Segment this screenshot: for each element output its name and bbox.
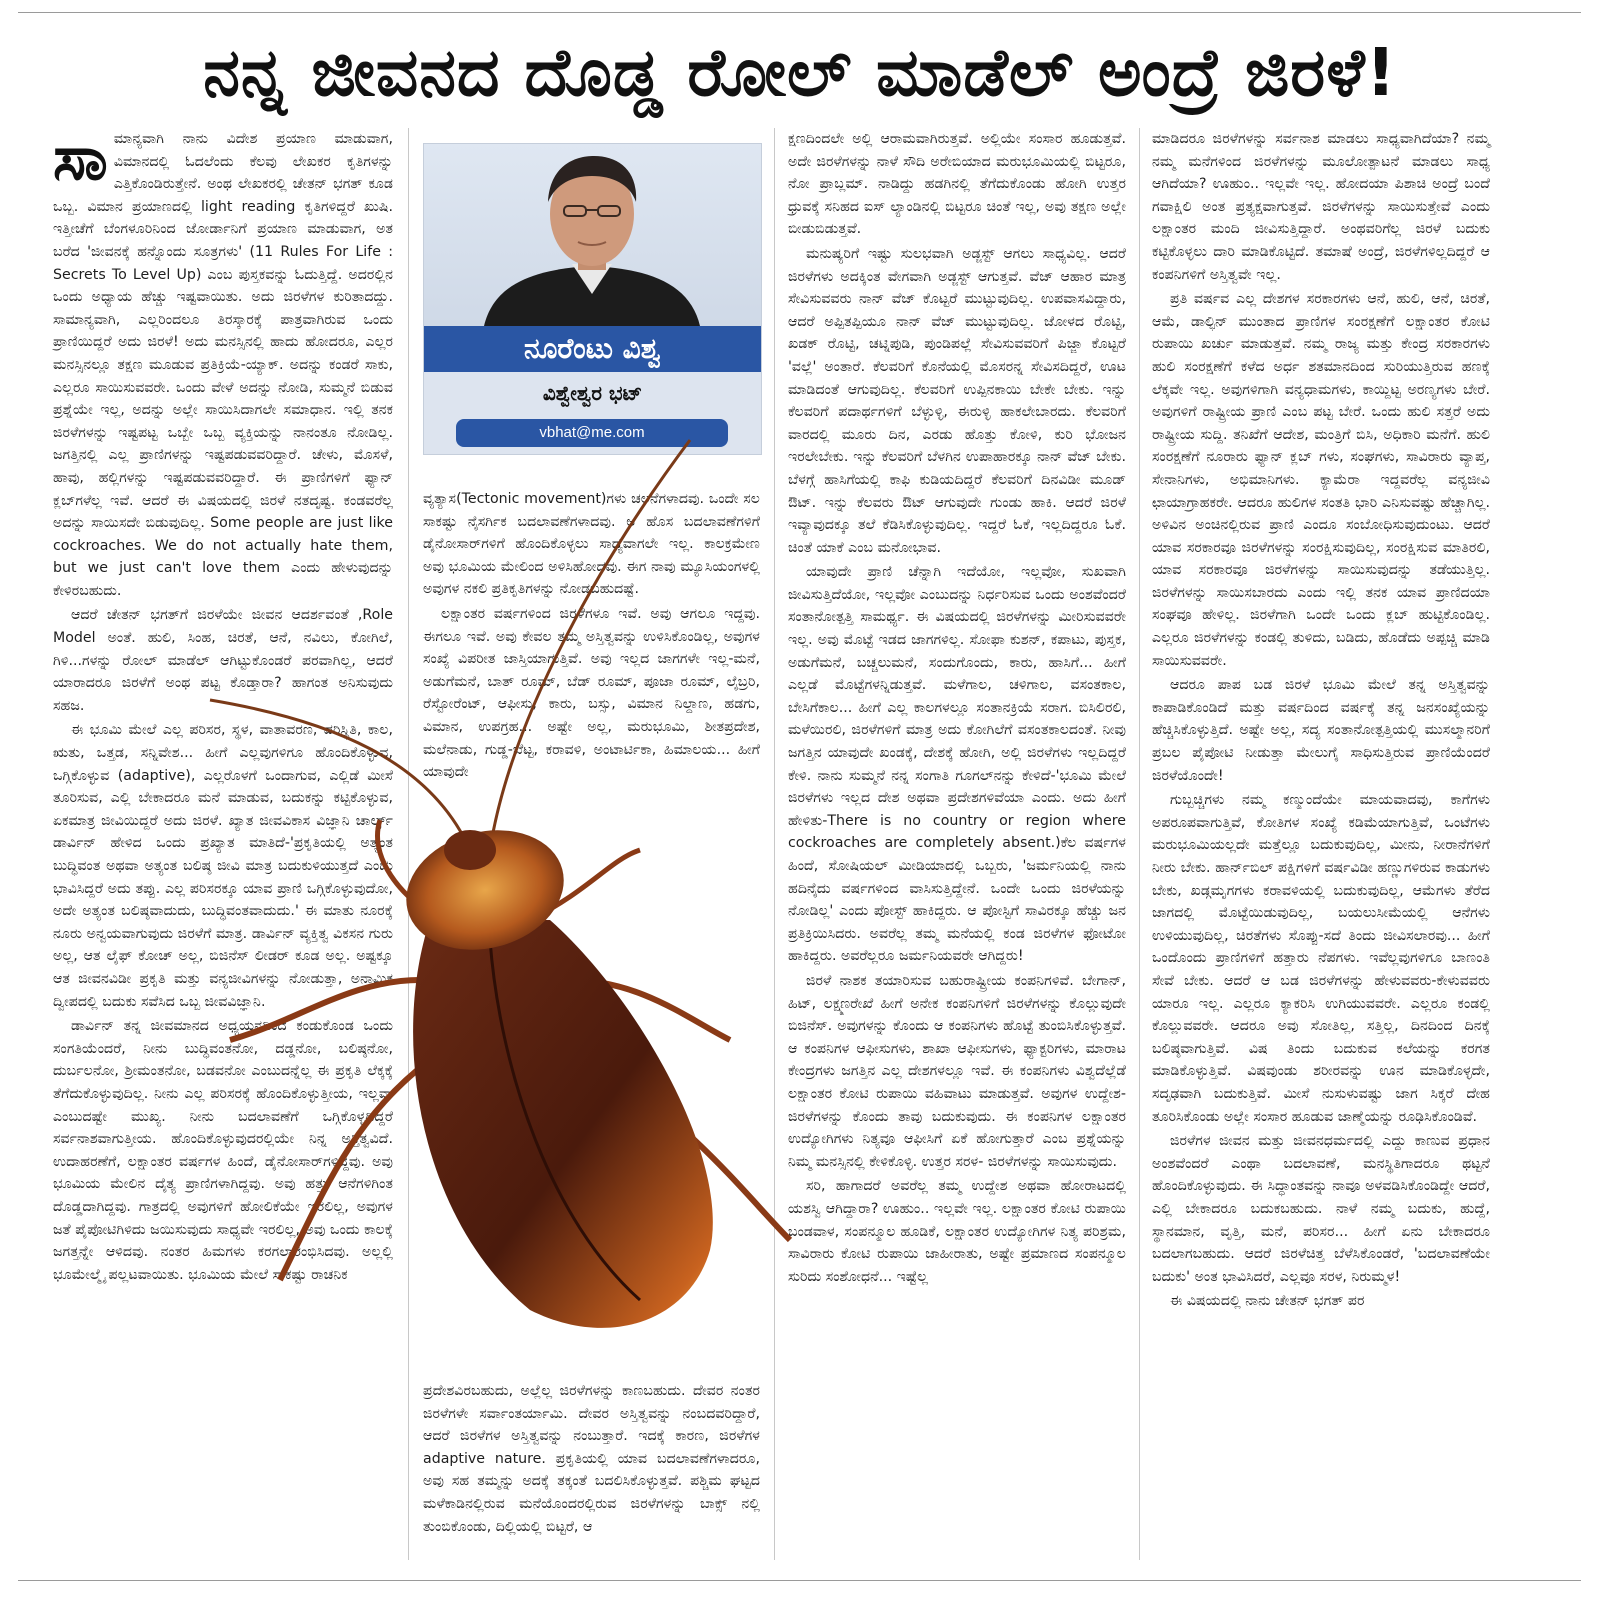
paragraph: ಮಾಡಿದರೂ ಜಿರಳೆಗಳನ್ನು ಸರ್ವನಾಶ ಮಾಡಲು ಸಾಧ್ಯವಾಗಿದೆಯಾ? ನಮ್ಮ ನಮ್ಮ ಮನೆಗಳಿಂದ ಜಿರಳೆಗಳನ್ನು ಮೂಲೋತ್ಪಾಟನೆ ಮಾಡಲು ಸಾಧ್ಯ ಆಗಿದೆಯಾ? ಊಹುಂ.. ಇಲ್ಲವೇ ಇಲ್ಲ. ಹೋದಯಾ ಪಿಶಾಚಿ ಅಂದ್ರೆ ಬಂದೆ ಗವಾಕ್ಷಿಲಿ ಅಂತ ಪ್ರತ್ಯಕ್ಷವಾಗುತ್ತವೆ. ಜಿರಳೆಗಳನ್ನು ಸಾಯಿಸುತ್ತೇವೆ ಎಂದು ಲಕ್ಷಾಂತರ ಮಂದಿ ಜೀವಿಸುತ್ತಿದ್ದಾರೆ. ಅಂಥವರಿಗೆಲ್ಲ ಜಿರಳೆ ಬದುಕು ಕಟ್ಟಿಕೊಳ್ಳಲು ದಾರಿ ಮಾಡಿಕೊಟ್ಟಿದೆ. ತಮಾಷೆ ಅಂದ್ರೆ, ಜಿರಳೆಗಳಿಲ್ಲದಿದ್ದರೆ ಆ ಕಂಪನಿಗಳಿಗೆ ಅಸ್ತಿತ್ವವೇ ಇಲ್ಲ. — [1152, 131, 1490, 283]
article-column-3 — [788, 128, 1126, 1560]
top-rule — [18, 12, 1581, 13]
drop-cap: ಸಾ — [53, 121, 108, 194]
paragraph: ಪ್ರದೇಶವಿರಬಹುದು, ಅಲ್ಲೆಲ್ಲ ಜಿರಳೆಗಳನ್ನು ಕಾಣಬಹುದು. ದೇವರ ನಂತರ ಜಿರಳೆಗಳೇ ಸರ್ವಾಂತರ್ಯಾಮಿ. ದೇವರ ಅಸ್ತಿತ್ವವನ್ನು ನಂಬದವರಿದ್ದಾರೆ, ಆದರೆ ಜಿರಳೆಗಳ ಅಸ್ತಿತ್ವವನ್ನು ನಂಬುತ್ತಾರೆ. ಇದಕ್ಕೆ ಕಾರಣ, ಜಿರಳೆಗಳ adaptive nature. ಪ್ರಕೃತಿಯಲ್ಲಿ ಯಾವ ಬದಲಾವಣೆಗಳಾದರೂ, ಅವು ಸಹ ತಮ್ಮನ್ನು ಅದಕ್ಕೆ ತಕ್ಕಂತೆ ಬದಲಿಸಿಕೊಳ್ಳುತ್ತವೆ. ಪಶ್ಚಿಮ ಘಟ್ಟದ ಮಳೆಕಾಡಿನಲ್ಲಿರುವ ಮನೆಯೊಂದರಲ್ಲಿರುವ ಜಿರಳೆಗಳನ್ನು ಬಾಕ್ಸ್ ನಲ್ಲಿ ತುಂಬಿಕೊಂಡು, ದಿಲ್ಲಿಯಲ್ಲಿ ಬಿಟ್ಟರೆ, ಆ — [423, 1383, 760, 1535]
paragraph: ವ್ಯತ್ಯಾಸ(Tectonic movement)ಗಳು ಚಲನೆಗಳಾದವು. ಒಂದೇ ಸಲ ಸಾಕಷ್ಟು ನೈಸರ್ಗಿಕ ಬದಲಾವಣೆಗಳಾದವು. ಆ ಹೊಸ ಬದಲಾವಣೆಗಳಿಗೆ ಡೈನೋಸಾರ್‌ಗಳಿಗೆ ಹೊಂದಿಕೊಳ್ಳಲು ಸಾಧ್ಯವಾಗಲೇ ಇಲ್ಲ. ಕಾಲಕ್ರಮೇಣ ಅವು ಭೂಮಿಯ ಮೇಲಿಂದ ಅಳಿಸಿಹೋದವು. ಈಗ ನಾವು ಮ್ಯೂಸಿಯಂಗಳಲ್ಲಿ ಅವುಗಳ ನಕಲಿ ಪ್ರತಿಕೃತಿಗಳನ್ನು ನೋಡಬಹುದಷ್ಟೆ. — [423, 491, 760, 598]
column-divider — [1139, 128, 1140, 1560]
article-column-4 — [1152, 128, 1490, 1560]
column-title: ನೂರೆಂಟು ವಿಶ್ವ — [424, 326, 761, 372]
paragraph: ಈ ವಿಷಯದಲ್ಲಿ ನಾನು ಚೇತನ್ ಭಗತ್ ಪರ — [1170, 1293, 1365, 1310]
author-photo — [424, 144, 761, 326]
paragraph: ಸರಿ, ಹಾಗಾದರೆ ಅವರೆಲ್ಲ ತಮ್ಮ ಉದ್ದೇಶ ಅಥವಾ ಹೋರಾಟದಲ್ಲಿ ಯಶಸ್ವಿ ಆಗಿದ್ದಾರಾ? ಊಹುಂ.. ಇಲ್ಲವೇ ಇಲ್ಲ. ಲಕ್ಷಾಂತರ ಕೋಟಿ ರುಪಾಯಿ ಬಂಡವಾಳ, ಸಂಪನ್ಮೂಲ ಹೂಡಿಕೆ, ಲಕ್ಷಾಂತರ ಉದ್ಯೋಗಿಗಳ ನಿತ್ಯ ಪರಿಶ್ರಮ, ಸಾವಿರಾರು ಕೋಟಿ ರುಪಾಯಿ ಜಾಹೀರಾತು, ಅಷ್ಟೇ ಪ್ರಮಾಣದ ಸಂಪನ್ಮೂಲ ಸುರಿದು ಸಂಶೋಧನೆ... ಇಷ್ಟೆಲ್ಲ — [788, 1178, 1126, 1285]
author-name: ವಿಶ್ವೇಶ್ವರ ಭಟ್ — [542, 381, 643, 405]
paragraph: ಆದರೂ ಪಾಪ ಬಡ ಜಿರಳೆ ಭೂಮಿ ಮೇಲೆ ತನ್ನ ಅಸ್ತಿತ್ವವನ್ನು ಕಾಪಾಡಿಕೊಂಡಿದೆ ಮತ್ತು ವರ್ಷದಿಂದ ವರ್ಷಕ್ಕೆ ತನ್ನ ಜನಸಂಖ್ಯೆಯನ್ನು ಹೆಚ್ಚಿಸಿಕೊಳ್ಳುತ್ತಿದೆ. ಅಷ್ಟೇ ಅಲ್ಲ, ಸದ್ಯ ಸಂತಾನೋತ್ಪತ್ತಿಯಲ್ಲಿ ಮುಸಲ್ಮಾನರಿಗೆ ಪ್ರಬಲ ಪೈಪೋಟಿ ನೀಡುತ್ತಾ ಮೇಲುಗೈ ಸಾಧಿಸುತ್ತಿರುವ ಪ್ರಾಣಿಯೆಂದರೆ ಜಿರಳೆಯೊಂದೇ! — [1152, 677, 1490, 784]
paragraph: ಪ್ರತಿ ವರ್ಷವ ಎಲ್ಲ ದೇಶಗಳ ಸರಕಾರಗಳು ಆನೆ, ಹುಲಿ, ಆನೆ, ಚಿರತೆ, ಆಮೆ, ಡಾಲ್ಫಿನ್ ಮುಂತಾದ ಪ್ರಾಣಿಗಳ ಸಂರಕ್ಷಣೆಗೆ ಲಕ್ಷಾಂತರ ಕೋಟಿ ರುಪಾಯಿ ಖರ್ಚು ಮಾಡುತ್ತವೆ. ನಮ್ಮ ರಾಜ್ಯ ಮತ್ತು ಕೇಂದ್ರ ಸರಕಾರಗಳು ಹುಲಿ ಸಂರಕ್ಷಣೆಗೆ ಕಳೆದ ಅರ್ಧ ಶತಮಾನದಿಂದ ಸುರಿಯುತ್ತಿರುವ ಹಣಕ್ಕೆ ಲೆಕ್ಕವೇ ಇಲ್ಲ. ಅವುಗಳಿಗಾಗಿ ವನ್ಯಧಾಮಗಳು, ಕಾಯ್ದಿಟ್ಟ ಅರಣ್ಯಗಳು ಬೇರೆ. ಅವುಗಳಿಗೆ ರಾಷ್ಟ್ರೀಯ ಪ್ರಾಣಿ ಎಂಬ ಪಟ್ಟ ಬೇರೆ. ಒಂದು ಹುಲಿ ಸತ್ತರೆ ಅದು ರಾಷ್ಟ್ರೀಯ ಸುದ್ದಿ. ತನಿಖೆಗೆ ಆದೇಶ, ಮಂತ್ರಿಗೆ ಬಿಸಿ, ಅಧಿಕಾರಿ ಮನೆಗೆ. ಹುಲಿ ಸಂರಕ್ಷಣೆಗೆ ನೂರಾರು ಫ್ಯಾನ್ ಕ್ಲಬ್ ಗಳು, ಸಂಘಗಳು, ಸಾವಿರಾರು ವ್ಯಾಪ್ತ, ಸೇನಾನಿಗಳು, ಅಭಿಮಾನಿಗಳು. ಕ್ಯಾಮೆರಾ ಇದ್ದವರೆಲ್ಲ ವನ್ಯಜೀವಿ ಛಾಯಾಗ್ರಾಹಕರೇ. ಆದರೂ ಹುಲಿಗಳ ಸಂತತಿ ಭಾರಿ ಎನಿಸುವಷ್ಟು ಹೆಚ್ಚಾಗಿಲ್ಲ. ಅಳಿವಿನ ಅಂಚಿನಲ್ಲಿರುವ ಪ್ರಾಣಿ ಎಂದೂ ಸಂಬೋಧಿಸುವುದುಂಟು. ಆದರೆ ಯಾವ ಸರಕಾರವೂ ಜಿರಳೆಗಳನ್ನು ಸಂರಕ್ಷಿಸುವುದಿಲ್ಲ, ಸಂರಕ್ಷಿಸುವ ಮಾತಿರಲಿ, ಯಾವ ಸರಕಾರವೂ ಜಿರಳೆಗಳನ್ನು ಸಾಯಿಸುವುದನ್ನು ತಡೆಯುತ್ತಿಲ್ಲ. ಜಿರಳೆಗಳನ್ನು ಸಾಯಿಸಬಾರದು ಎಂದು ಇಲ್ಲಿ ತನಕ ಯಾವ ಪ್ರಾಣಿದಯಾ ಸಂಘವೂ ಹೇಳಿಲ್ಲ. ಜಿರಳೆಗಾಗಿ ಒಂದೇ ಒಂದು ಕ್ಲಬ್ ಹುಟ್ಟಿಕೊಂಡಿಲ್ಲ. ಎಲ್ಲರೂ ಜಿರಳೆಗಳನ್ನು ಕಂಡಲ್ಲಿ ತುಳಿದು, ಬಡಿದು, ಹೊಡೆದು ಅಪ್ಪಚ್ಚಿ ಮಾಡಿ ಸಾಯಿಸುವವರೇ. — [1152, 291, 1490, 669]
cockroach-illustration — [170, 420, 810, 1380]
author-email: vbhat@me.com — [456, 419, 728, 447]
paragraph: ಲಕ್ಷಾಂತರ ವರ್ಷಗಳಿಂದ ಜಿರಳೆಗಳೂ ಇವೆ. ಅವು ಆಗಲೂ ಇದ್ದವು. ಈಗಲೂ ಇವೆ. ಅವು ಕೇವಲ ತಮ್ಮ ಅಸ್ತಿತ್ವವನ್ನು ಉಳಿಸಿಕೊಂಡಿಲ್ಲ, ಅವುಗಳ ಸಂಖ್ಯೆ ವಿಪರೀತ ಜಾಸ್ತಿಯಾಗುತ್ತಿವೆ. ಅವು ಇಲ್ಲದ ಜಾಗಗಳೇ ಇಲ್ಲ-ಮನೆ, ಅಡುಗೆಮನೆ, ಬಾತ್ ರೂಮ್, ಬೆಡ್ ರೂಮ್, ಪೂಜಾ ರೂಮ್, ಲೈಬ್ರರಿ, ರೆಸ್ಟೋರೆಂಟ್, ಆಫೀಸು, ಕಾರು, ಬಸ್ಸು, ವಿಮಾನ ನಿಲ್ದಾಣ, ಹಡಗು, ವಿಮಾನ, ಉಪಗ್ರಹ... ಅಷ್ಟೇ ಅಲ್ಲ, ಮರುಭೂಮಿ, ಶೀತಪ್ರದೇಶ, ಮಲೆನಾಡು, ಗುಡ್ಡ-ಬೆಟ್ಟ, ಕರಾವಳಿ, ಅಂಟಾರ್ಟಿಕಾ, ಹಿಮಾಲಯ... ಹೀಗೆ ಯಾವುದೇ — [423, 605, 760, 781]
paragraph: ಯಾವುದೇ ಪ್ರಾಣಿ ಚೆನ್ನಾಗಿ ಇದೆಯೋ, ಇಲ್ಲವೋ, ಸುಖವಾಗಿ ಜೀವಿಸುತ್ತಿದೆಯೋ, ಇಲ್ಲವೋ ಎಂಬುದನ್ನು ನಿರ್ಧರಿಸುವ ಒಂದು ಅಂಶವೆಂದರೆ ಸಂತಾನೋತ್ಪತ್ತಿ ಸಾಮರ್ಥ್ಯ. ಈ ವಿಷಯದಲ್ಲಿ ಜಿರಳೆಗಳನ್ನು ಮೀರಿಸುವವರೇ ಇಲ್ಲ. ಅವು ಮೊಟ್ಟೆ ಇಡದ ಜಾಗಗಳಿಲ್ಲ. ಸೋಫಾ ಕುಶನ್, ಕಪಾಟು, ಪುಸ್ತಕ, ಅಡುಗೆಮನೆ, ಬಚ್ಚಲುಮನೆ, ಸಂದುಗೊಂದು, ಕಾರು, ಹಾಸಿಗೆ... ಹೀಗೆ ಎಲ್ಲಡೆ ಮೊಟ್ಟೆಗಳನ್ನಿಡುತ್ತವೆ. ಮಳೆಗಾಲ, ಚಳಿಗಾಲ, ವಸಂತಕಾಲ, ಬೇಸಿಗೆಕಾಲ... ಹೀಗೆ ಎಲ್ಲ ಕಾಲಗಳಲ್ಲೂ ಸಂತಾನಕ್ರಿಯೆ ಸರಾಗ. ಬಿಸಿಲಿರಲಿ, ಮಳೆಯಿರಲಿ, ಜಿರಳೆಗಳಿಗೆ ಮಾತ್ರ ಅದು ಕೋಗಿಲೆಗೆ ವಸಂತಕಾಲದಂತೆ. ನೀವು ಜಗತ್ತಿನ ಯಾವುದೇ ಖಂಡಕ್ಕೆ, ದೇಶಕ್ಕೆ ಹೋಗಿ, ಅಲ್ಲಿ ಜಿರಳೆಗಳು ಇಲ್ಲದಿದ್ದರೆ ಕೇಳಿ. ನಾನು ಸುಮ್ಮನೆ ನನ್ನ ಸಂಗಾತಿ ಗೂಗಲ್‌ನನ್ನು ಕೇಳಿದೆ-'ಭೂಮಿ ಮೇಲೆ ಜಿರಳೆಗಳು ಇಲ್ಲದ ದೇಶ ಅಥವಾ ಪ್ರದೇಶಗಳಿವೆಯಾ ಎಂದು. ಅದು ಹೀಗೆ ಹೇಳಿತು-There is no country or region where cockroaches are completely absent.)ಕೆಲ ವರ್ಷಗಳ ಹಿಂದೆ, ಸೋಷಿಯಲ್ ಮೀಡಿಯಾದಲ್ಲಿ ಒಬ್ಬರು, 'ಜರ್ಮನಿಯಲ್ಲಿ ನಾನು ಹದಿನೈದು ವರ್ಷಗಳಿಂದ ವಾಸಿಸುತ್ತಿದ್ದೇನೆ. ಒಂದೇ ಒಂದು ಜಿರಳೆಯನ್ನು ನೋಡಿಲ್ಲ' ಎಂದು ಪೋಸ್ಟ್ ಹಾಕಿದ್ದರು. ಆ ಪೋಸ್ಟಿಗೆ ಸಾವಿರಕ್ಕೂ ಹೆಚ್ಚು ಜನ ಪ್ರತಿಕ್ರಿಯಿಸಿದರು. ಅವರೆಲ್ಲ ತಮ್ಮ ಮನೆಯಲ್ಲಿ ಕಂಡ ಜಿರಳೆಗಳ ಫೋಟೋ ಹಾಕಿದ್ದರು. ಅವರೆಲ್ಲರೂ ಜರ್ಮನಿಯವರೇ ಆಗಿದ್ದರು! — [788, 564, 1126, 965]
bottom-rule — [18, 1580, 1581, 1581]
article-column-2-bottom — [423, 1380, 760, 1560]
paragraph: ಜಿರಳೆಗಳ ಜೀವನ ಮತ್ತು ಜೀವನಧರ್ಮದಲ್ಲಿ ಎದ್ದು ಕಾಣುವ ಪ್ರಧಾನ ಅಂಶವೆಂದರೆ ಎಂಥಾ ಬದಲಾವಣೆ, ಮನಸ್ಥಿತಿಗಾದರೂ ಥಟ್ಟನೆ ಹೊಂದಿಕೊಳ್ಳುವುದು. ಈ ಸಿದ್ಧಾಂತವನ್ನು ನಾವೂ ಅಳವಡಿಸಿಕೊಂಡಿದ್ದೇ ಆದರೆ, ಎಲ್ಲಿ ಬೇಕಾದರೂ ಬದುಕಬಹುದು. ನಾಳೆ ನಮ್ಮ ಬದುಕು, ಹುದ್ದೆ, ಸ್ಥಾನಮಾನ, ವೃತ್ತಿ, ಮನೆ, ಪರಿಸರ... ಹೀಗೆ ಏನು ಬೇಕಾದರೂ ಬದಲಾಗಬಹುದು. ಆದರೆ ಜಿರಳೆಚಿತ್ತ ಬೆಳೆಸಿಕೊಂಡರೆ, 'ಬದಲಾವಣೆಯೇ ಬದುಕು' ಅಂತ ಭಾವಿಸಿದರೆ, ಎಲ್ಲವೂ ಸರಳ, ನಿರುಮ್ಮಳ! — [1152, 1133, 1490, 1285]
column-header-box — [423, 143, 762, 455]
paragraph: ಆದರೆ ಚೇತನ್ ಭಗತ್‌ಗೆ ಜಿರಳೆಯೇ ಜೀವನ ಆದರ್ಶವಂತೆ ,Role Model ಅಂತೆ. ಹುಲಿ, ಸಿಂಹ, ಚಿರತೆ, ಆನೆ, ನವಿಲು, ಕೋಗಿಲೆ, ಗಿಳಿ...ಗಳನ್ನು ರೋಲ್ ಮಾಡೆಲ್ ಆಗಿಟ್ಟುಕೊಂಡರೆ ಪರವಾಗಿಲ್ಲ, ಆದರೆ ಯಾರಾದರೂ ಜಿರಳೆಗೆ ಅಂಥ ಪಟ್ಟ ಕೊಡ್ತಾರಾ? ಹಾಗಂತ ಅನಿಸುವುದು ಸಹಜ. — [53, 607, 393, 714]
paragraph: ಡಾರ್ವಿನ್ ತನ್ನ ಜೀವಮಾನದ ಅಧ್ಯಯನದಿಂದ ಕಂಡುಕೊಂಡ ಒಂದು ಸಂಗತಿಯೆಂದರೆ, ನೀನು ಬುದ್ಧಿವಂತನೋ, ದಡ್ಡನೋ, ಬಲಿಷ್ಠನೋ, ದುರ್ಬಲನೋ, ಶ್ರೀಮಂತನೋ, ಬಡವನೋ ಎಂಬುದನ್ನೆಲ್ಲ ಈ ಪ್ರಕೃತಿ ಲೆಕ್ಕಕ್ಕೆ ತೆಗೆದುಕೊಳ್ಳುವುದಿಲ್ಲ. ನೀನು ಎಲ್ಲ ಪರಿಸರಕ್ಕೆ ಹೊಂದಿಕೊಳ್ಳುತ್ತೀಯ, ಇಲ್ಲವಾ ಎಂಬುದಷ್ಟೇ ಮುಖ್ಯ. ನೀನು ಬದಲಾವಣೆಗೆ ಒಗ್ಗಿಕೊಳ್ಳದಿದ್ದರೆ ಸರ್ವನಾಶವಾಗುತ್ತೀಯ. ಹೊಂದಿಕೊಳ್ಳುವುದರಲ್ಲಿಯೇ ನಿನ್ನ ಅಸ್ತಿತ್ವವಿದೆ. ಉದಾಹರಣೆಗೆ, ಲಕ್ಷಾಂತರ ವರ್ಷಗಳ ಹಿಂದೆ, ಡೈನೋಸಾರ್‌ಗಳಿದ್ದವು. ಅವು ಭೂಮಿಯ ಮೇಲಿನ ದೈತ್ಯ ಪ್ರಾಣಿಗಳಾಗಿದ್ದವು. ಅವು ಹತ್ತು ಆನೆಗಳಿಗಿಂತ ದೊಡ್ಡದಾಗಿದ್ದವು. ಗಾತ್ರದಲ್ಲಿ ಅವುಗಳಿಗೆ ಹೋಲಿಕೆಯೇ ಇರಲಿಲ್ಲ, ಅವುಗಳ ಜತೆ ಪೈಪೋಟಿಗಿಳಿದು ಜಯಿಸುವುದು ಸಾಧ್ಯವೇ ಇರಲಿಲ್ಲ, ಅವು ಒಂದು ಕಾಲಕ್ಕೆ ಜಗತ್ತನ್ನೇ ಆಳಿದವು. ನಂತರ ಹಿಮಗಳು ಕರಗಲಾರಂಭಿಸಿದವು. ಅಲ್ಲಲ್ಲಿ ಭೂಮೇಲ್ಮೈ ಪಲ್ಲಟವಾಯಿತು. ಭೂಮಿಯ ಮೇಲೆ ಸಾಕಷ್ಟು ರಾಚನಿಕ — [53, 1018, 393, 1283]
paragraph: ಮನುಷ್ಯರಿಗೆ ಇಷ್ಟು ಸುಲಭವಾಗಿ ಅಡ್ಜಸ್ಟ್ ಆಗಲು ಸಾಧ್ಯವಿಲ್ಲ. ಆದರೆ ಜಿರಳೆಗಳು ಅದಕ್ಕಿಂತ ವೇಗವಾಗಿ ಅಡ್ಜಸ್ಟ್ ಆಗುತ್ತವೆ. ವೆಜ್ ಆಹಾರ ಮಾತ್ರ ಸೇವಿಸುವವರು ನಾನ್ ವೆಜ್ ಕೊಟ್ಟರೆ ಮುಟ್ಟುವುದಿಲ್ಲ. ಉಪವಾಸವಿದ್ದಾರು, ಆದರೆ ಅಪ್ಪಿತಪ್ಪಿಯೂ ನಾನ್ ವೆಜ್ ಮುಟ್ಟುವುದಿಲ್ಲ. ಜೋಳದ ರೊಟ್ಟಿ, ಖಡಕ್ ರೊಟ್ಟಿ, ಚಟ್ನಿಪುಡಿ, ಪುಂಡಿಪಲ್ಲೆ ಸೇವಿಸುವವರಿಗೆ ಪಿಜ್ಜಾ ಕೊಟ್ಟರೆ 'ವಲ್ಲೆ' ಅಂತಾರೆ. ಕೆಲವರಿಗೆ ಕೊನೆಯಲ್ಲಿ ಮೊಸರನ್ನ ಸೇವಿಸದಿದ್ದರೆ, ಊಟ ಮಾಡಿದಂತೆ ಆಗುವುದಿಲ್ಲ. ಕೆಲವರಿಗೆ ಉಪ್ಪಿನಕಾಯಿ ಬೇಕೇ ಬೇಕು. ಇನ್ನು ಕೆಲವರಿಗೆ ಪದಾರ್ಥಗಳಿಗೆ ಬೆಳ್ಳುಳ್ಳಿ, ಈರುಳ್ಳಿ ಹಾಕಲೇಬಾರದು. ಕೆಲವರಿಗೆ ವಾರದಲ್ಲಿ ಮೂರು ದಿನ, ಎರಡು ಹೊತ್ತು ಕೋಳಿ, ಕುರಿ ಭೋಜನ ಇರಲೇಬೇಕು. ಇನ್ನು ಕೆಲವರಿಗೆ ಬೆಳಗಿನ ಉಪಾಹಾರಕ್ಕೂ ನಾನ್ ವೆಜ್ ಬೇಕು. ಬೆಳಗ್ಗೆ ಹಾಸಿಗೆಯಲ್ಲಿ ಕಾಫಿ ಕುಡಿಯದಿದ್ದರೆ ಕೆಲವರಿಗೆ ದಿನವಿಡೀ ಮೂಡ್ ಔಟ್. ಇನ್ನು ಕೆಲವರು ಔಟ್ ಆಗುವುದೇ ಗುಂಡು ಹಾಕಿ. ಆದರೆ ಜಿರಳೆ ಇವ್ಯಾವುದಕ್ಕೂ ತಲೆ ಕೆಡಿಸಿಕೊಳ್ಳುವುದಿಲ್ಲ. ಇದ್ದರೆ ಓಕೆ, ಇಲ್ಲದಿದ್ದರೂ ಓಕೆ. ಚಿಂತೆ ಯಾಕೆ ಎಂಬ ಮನೋಭಾವ. — [788, 245, 1126, 556]
paragraph: ಕ್ಷಣದಿಂದಲೇ ಅಲ್ಲಿ ಆರಾಮವಾಗಿರುತ್ತವೆ. ಅಲ್ಲಿಯೇ ಸಂಸಾರ ಹೂಡುತ್ತವೆ. ಅದೇ ಜಿರಳೆಗಳನ್ನು ನಾಳೆ ಸೌದಿ ಅರೇಬಿಯಾದ ಮರುಭೂಮಿಯಲ್ಲಿ ಬಿಟ್ಟರೂ, ನೋ ಪ್ರಾಬ್ಲಮ್. ನಾಡಿದ್ದು ಹಡಗಿನಲ್ಲಿ ತೆಗೆದುಕೊಂಡು ಹೋಗಿ ಉತ್ತರ ಧ್ರುವಕ್ಕೆ ಸನಿಹದ ಐಸ್ ಲ್ಯಾಂಡಿನಲ್ಲಿ ಬಿಟ್ಟರೂ ಚಿಂತೆ ಇಲ್ಲ, ಅವು ತಕ್ಷಣ ಅಲ್ಲೇ ಬೀಡುಬಿಡುತ್ತವೆ. — [788, 131, 1126, 238]
paragraph: ಜಿರಳೆ ನಾಶಕ ತಯಾರಿಸುವ ಬಹುರಾಷ್ಟ್ರೀಯ ಕಂಪನಿಗಳಿವೆ. ಬೇಗಾನ್, ಹಿಟ್, ಲಕ್ಷ್ಮಣರೇಖೆ ಹೀಗೆ ಅನೇಕ ಕಂಪನಿಗಳಿಗೆ ಜಿರಳೆಗಳನ್ನು ಕೊಲ್ಲುವುದೇ ಬಿಜಿನೆಸ್. ಅವುಗಳನ್ನು ಕೊಂದು ಆ ಕಂಪನಿಗಳು ಹೊಟ್ಟೆ ತುಂಬಿಸಿಕೊಳ್ಳುತ್ತವೆ. ಆ ಕಂಪನಿಗಳ ಆಫೀಸುಗಳು, ಶಾಖಾ ಆಫೀಸುಗಳು, ಫ್ಯಾಕ್ಟರಿಗಳು, ಮಾರಾಟ ಕೇಂದ್ರಗಳು ಜಗತ್ತಿನ ಎಲ್ಲ ದೇಶಗಳಲ್ಲೂ ಇವೆ. ಈ ಕಂಪನಿಗಳು ವಿಶ್ವದೆಲ್ಲೆಡೆ ಲಕ್ಷಾಂತರ ಕೋಟಿ ರುಪಾಯಿ ವಹಿವಾಟು ಮಾಡುತ್ತವೆ. ಅವುಗಳ ಉದ್ದೇಶ-ಜಿರಳೆಗಳನ್ನು ಕೊಂದು ತಾವು ಬದುಕುವುದು. ಈ ಕಂಪನಿಗಳ ಲಕ್ಷಾಂತರ ಉದ್ಯೋಗಿಗಳು ನಿತ್ಯವೂ ಆಫೀಸಿಗೆ ಏಕೆ ಹೋಗುತ್ತಾರೆ ಎಂಬ ಪ್ರಶ್ನೆಯನ್ನು ನಿಮ್ಮ ಮನಸ್ಸಿನಲ್ಲಿ ಕೇಳಿಕೊಳ್ಳಿ. ಉತ್ತರ ಸರಳ- ಜಿರಳೆಗಳನ್ನು ಸಾಯಿಸುವುದು. — [788, 972, 1126, 1170]
paragraph: ಗುಬ್ಬಚ್ಚಿಗಳು ನಮ್ಮ ಕಣ್ಮುಂದೆಯೇ ಮಾಯವಾದವು, ಕಾಗೆಗಳು ಅಪರೂಪವಾಗುತ್ತಿವೆ, ಕೋತಿಗಳ ಸಂಖ್ಯೆ ಕಡಿಮೆಯಾಗುತ್ತಿವೆ, ಒಂಟೆಗಳು ಮರುಭೂಮಿಯಲ್ಲದೇ ಮತ್ತೆಲ್ಲೂ ಬದುಕುವುದಿಲ್ಲ, ಮೀನು, ನೀರಾನೆಗಳಿಗೆ ನೀರು ಬೇಕು. ಹಾರ್ನ್‌ಬಿಲ್ ಪಕ್ಷಿಗಳಿಗೆ ವರ್ಷವಿಡೀ ಹಣ್ಣುಗಳಿರುವ ಕಾಡುಗಳು ಬೇಕು, ಖಡ್ಗಮೃಗಗಳು ಕರಾವಳಿಯಲ್ಲಿ ಬದುಕುವುದಿಲ್ಲ, ಆಮೆಗಳು ತೆರೆದ ಜಾಗದಲ್ಲಿ ಮೊಟ್ಟೆಯಿಡುವುದಿಲ್ಲ, ಬಯಲುಸೀಮೆಯಲ್ಲಿ ಆನೆಗಳು ಉಳಿಯುವುದಿಲ್ಲ, ಚಿರತೆಗಳು ಸೊಪ್ಪು-ಸದೆ ತಿಂದು ಜೀವಿಸಲಾರವು... ಹೀಗೆ ಒಂದೊಂದು ಪ್ರಾಣಿಗಳಿಗೆ ಹತ್ತಾರು ನೆಪಗಳು. ಇವೆಲ್ಲವುಗಳಿಗೂ ಬಾಣಂತಿ ಸೇವೆ ಬೇಕು. ಆದರೆ ಆ ಬಡ ಜಿರಳೆಗಳನ್ನು ಹೇಳುವವರು-ಕೇಳುವವರು ಯಾರೂ ಇಲ್ಲ. ಎಲ್ಲರೂ ಕ್ಯಾಕರಿಸಿ ಉಗಿಯುವವರೇ. ಎಲ್ಲರೂ ಕಂಡಲ್ಲಿ ಕೊಲ್ಲುವವರೇ. ಆದರೂ ಅವು ಸೋತಿಲ್ಲ, ಸತ್ತಿಲ್ಲ, ದಿನದಿಂದ ದಿನಕ್ಕೆ ಬಲಿಷ್ಠವಾಗುತ್ತಿವೆ. ವಿಷ ತಿಂದು ಬದುಕುವ ಕಲೆಯನ್ನು ಕರಗತ ಮಾಡಿಕೊಳ್ಳುತ್ತಿವೆ. ವಿಷವುಂಡು ಶರೀರವನ್ನು ಊನ ಮಾಡಿಕೊಳ್ಳದೇ, ಸದೃಢವಾಗಿ ಬದುಕುತ್ತಿವೆ. ಮೀಸೆ ನುಸುಳುವಷ್ಟು ಜಾಗ ಸಿಕ್ಕರೆ ದೇಹ ತೂರಿಸಿಕೊಂಡು ಅಲ್ಲೇ ಸಂಸಾರ ಹೂಡುವ ಜಾಣ್ಮೆಯನ್ನು ರೂಢಿಸಿಕೊಂಡಿವೆ. — [1152, 792, 1490, 1125]
headline: ನನ್ನ ಜೀವನದ ದೊಡ್ಡ ರೋಲ್ ಮಾಡೆಲ್ ಅಂದ್ರೆ ಜಿರಳೆ! — [203, 34, 1397, 111]
paragraph: ಮಾನ್ಯವಾಗಿ ನಾನು ವಿದೇಶ ಪ್ರಯಾಣ ಮಾಡುವಾಗ, ವಿಮಾನದಲ್ಲಿ ಓದಲೆಂದು ಕೆಲವು ಲೇಖಕರ ಕೃತಿಗಳನ್ನು ಎತ್ತಿಕೊಂಡಿರುತ್ತೇನೆ. ಅಂಥ ಲೇಖಕರಲ್ಲಿ ಚೇತನ್ ಭಗತ್ ಕೂಡ ಒಬ್ಬ. ವಿಮಾನ ಪ್ರಯಾಣದಲ್ಲಿ light reading ಕೃತಿಗಳಿದ್ದರೆ ಖುಷಿ. ಇತ್ತೀಚೆಗೆ ಬೆಂಗಳೂರಿನಿಂದ ಜೋರ್ಡಾನಿಗೆ ಪ್ರಯಾಣ ಮಾಡುವಾಗ, ಅತ ಬರೆದ 'ಜೀವನಕ್ಕೆ ಹನ್ನೊಂದು ಸೂತ್ರಗಳು' (11 Rules For Life : Secrets To Level Up) ಎಂಬ ಪುಸ್ತಕವನ್ನು ಓದುತ್ತಿದ್ದೆ. ಅದರಲ್ಲಿನ ಒಂದು ಅಧ್ಯಾಯ ಹೆಚ್ಚು ಇಷ್ಟವಾಯಿತು. ಅದು ಜಿರಳೆಗಳ ಕುರಿತಾದದ್ದು. ಸಾಮಾನ್ಯವಾಗಿ, ಎಲ್ಲರಿಂದಲೂ ತಿರಸ್ಕಾರಕ್ಕೆ ಪಾತ್ರವಾಗಿರುವ ಒಂದು ಪ್ರಾಣಿಯಿದ್ದರೆ ಅದು ಜಿರಳೆ! ಅದು ಮನಸ್ಸಿನಲ್ಲಿ ಹಾದು ಹೋದರೂ, ಎಲ್ಲರ ಮನಸ್ಸಿನಲ್ಲೂ ತಕ್ಷಣ ಮೂಡುವ ಪ್ರತಿಕ್ರಿಯೆ-ಯ್ಯಾಕ್. ಅದನ್ನು ಕಂಡರೆ ಸಾಕು, ಎಲ್ಲರೂ ಸಾಯಿಸುವವರೇ. ಒಂದು ವೇಳೆ ಅದನ್ನು ನೋಡಿ, ಸುಮ್ಮನೆ ಬಿಡುವ ಪ್ರಶ್ನೆಯೇ ಇಲ್ಲ, ಅದನ್ನು ಅಲ್ಲೇ ಸಾಯಿಸಿದಾಗಲೇ ಸಮಾಧಾನ. ಇಲ್ಲಿ ತನಕ ಜಿರಳೆಗಳನ್ನು ಇಷ್ಟಪಟ್ಟ ಒಬ್ಬೇ ಒಬ್ಬ ವ್ಯಕ್ತಿಯನ್ನು ನಾನಂತೂ ನೋಡಿಲ್ಲ. ಜಗತ್ತಿನಲ್ಲಿ ಎಲ್ಲ ಪ್ರಾಣಿಗಳನ್ನು ಇಷ್ಟಪಡುವವರಿದ್ದಾರೆ. ಚೇಳು, ಮೊಸಳೆ, ಹಾವು, ಹಲ್ಲಿಗಳನ್ನು ಇಷ್ಟಪಡುವವರಿದ್ದಾರೆ. ಈ ಪ್ರಾಣಿಗಳಿಗೆ ಫ್ಯಾನ್ ಕ್ಲಬ್‌ಗಳೆಲ್ಲ ಇವೆ. ಆದರೆ ಈ ವಿಷಯದಲ್ಲಿ ಜಿರಳೆ ನತದೃಷ್ಟ. ಕಂಡವರೆಲ್ಲ ಅದನ್ನು ಸಾಯಿಸದೇ ಬಿಡುವುದಿಲ್ಲ. Some people are just like cockroaches. We do not actually hate them, but we just can't love them ಎಂದು ಹೇಳುವುದನ್ನು ಕೇಳಿರಬಹುದು. — [53, 131, 393, 599]
paragraph: ಈ ಭೂಮಿ ಮೇಲೆ ಎಲ್ಲ ಪರಿಸರ, ಸ್ಥಳ, ವಾತಾವರಣ, ಪರಿಸ್ಥಿತಿ, ಕಾಲ, ಋತು, ಒತ್ತಡ, ಸನ್ನಿವೇಶ... ಹೀಗೆ ಎಲ್ಲವುಗಳಿಗೂ ಹೊಂದಿಕೊಳ್ಳುವ, ಒಗ್ಗಿಕೊಳ್ಳುವ (adaptive), ಎಲ್ಲರೊಳಗೆ ಒಂದಾಗುವ, ಎಲ್ಲಿಡೆ ಮೀಸೆ ತೂರಿಸುವ, ಎಲ್ಲಿ ಬೇಕಾದರೂ ಮನೆ ಮಾಡುವ, ಬದುಕನ್ನು ಕಟ್ಟಿಕೊಳ್ಳುವ, ಏಕಮಾತ್ರ ಜೀವಿಯಿದ್ದರೆ ಅದು ಜಿರಳೆ. ಖ್ಯಾತ ಜೀವವಿಕಾಸ ವಿಜ್ಞಾನಿ ಚಾರ್ಲ್ಸ್ ಡಾರ್ವಿನ್ ಹೇಳಿದ ಒಂದು ಪ್ರಖ್ಯಾತ ಮಾತಿದೆ-'ಪ್ರಕೃತಿಯಲ್ಲಿ ಅತ್ಯಂತ ಬುದ್ಧಿವಂತ ಅಥವಾ ಅತ್ಯಂತ ಬಲಿಷ್ಠ ಜೀವಿ ಮಾತ್ರ ಬದುಕುಳಿಯುತ್ತದೆ ಎಂದು ಭಾವಿಸಿದ್ದರೆ ಅದು ತಪ್ಪು. ಎಲ್ಲ ಪರಿಸರಕ್ಕೂ ಯಾವ ಪ್ರಾಣಿ ಒಗ್ಗಿಕೊಳ್ಳುವುದೋ, ಅದೇ ಅತ್ಯಂತ ಬಲಿಷ್ಠವಾದುದು, ಬುದ್ಧಿವಂತವಾದುದು.' ಈ ಮಾತು ನೂರಕ್ಕೆ ನೂರು ಅನ್ವಯವಾಗುವುದು ಜಿರಳೆಗೆ ಮಾತ್ರ. ಡಾರ್ವಿನ್ ವ್ಯಕ್ತಿತ್ವ ವಿಕಸನ ಗುರು ಅಲ್ಲ, ಆತ ಲೈಫ್ ಕೋಚ್ ಅಲ್ಲ, ಬಿಜಿನೆಸ್ ಲೀಡರ್ ಕೂಡ ಅಲ್ಲ. ಅಷ್ಟಕ್ಕೂ ಆತ ಜೀವನವಿಡೀ ಪ್ರಕೃತಿ ಮತ್ತು ವನ್ಯಜೀವಿಗಳನ್ನು ನೋಡುತ್ತಾ, ಅನಾಮಿಕ ದ್ವೀಪದಲ್ಲಿ ಬದುಕು ಸವೆಸಿದ ಒಬ್ಬ ಜೀವವಿಜ್ಞಾನಿ. — [53, 722, 393, 1010]
